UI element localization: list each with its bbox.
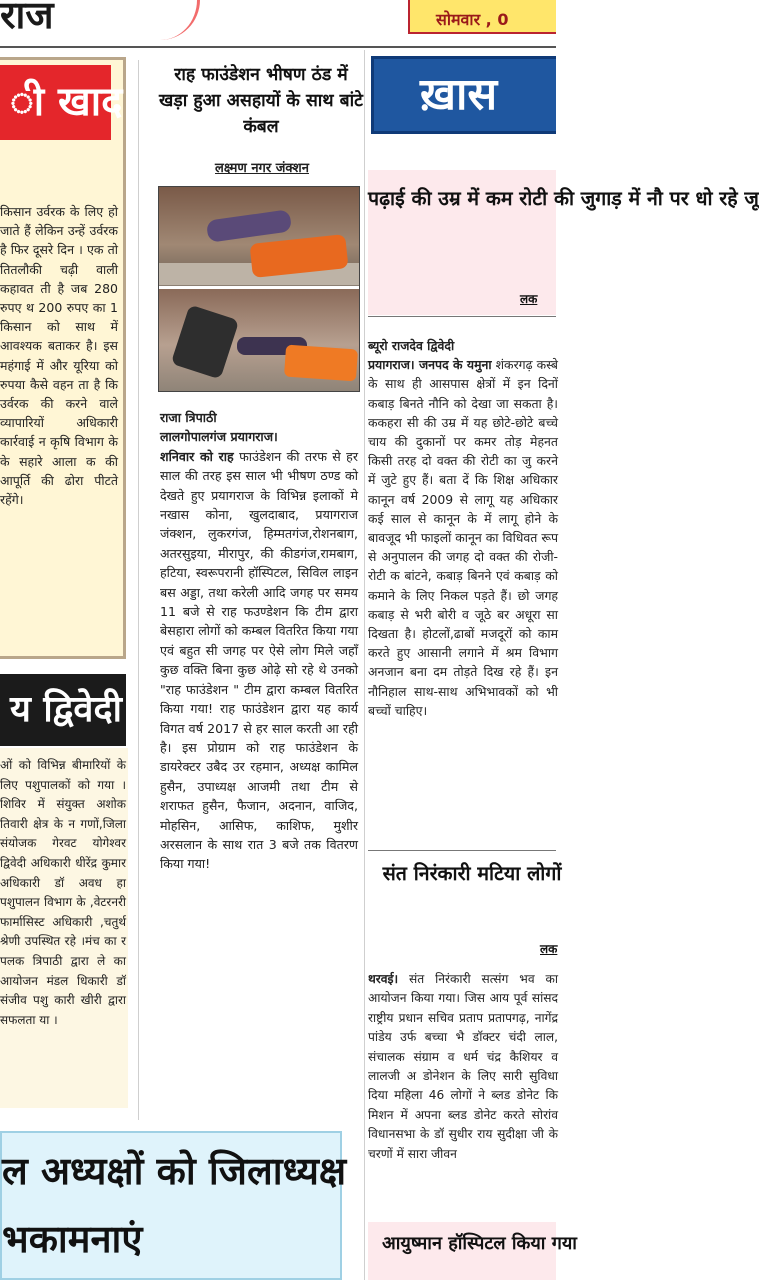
right-rule-1 (368, 316, 556, 317)
nirankari-article-body (368, 970, 558, 1220)
khad-headline-banner: ी खाद (0, 65, 111, 140)
blanket-article-body (160, 408, 358, 1178)
masthead: राज (0, 0, 54, 37)
child-labour-byline: लक (520, 292, 538, 306)
left-article-text-2: ओं को विभिन्न बीमारियों के लिए पशुपालकों को गया । शिविर में संयुक्त अशोक तिवारी क्षेत्र के न गणों,जिला संयोजक गेरवट योगेश्वर द्विवेदी अधिकारी धीरेंद्र कुमार अधिकारी डॉ अवध हा पशुपालन विभाग के ,वेटरनरी फार्मासिस्ट अधिकारी ,चतुर्थ श्रेणी उपस्थित रहे ।मंच का र पलक त्रिपाठी द्वारा ले का आयोजन मंडल धिकारी डॉ संजीव पशु कारी खीरी द्वारा सफलता या । (0, 758, 126, 1027)
child-labour-text: शंकरगढ़ कस्बे के साथ ही आसपास क्षेत्रों में इन दिनों कबाड़ बिनते नौनि को देखा जा सकता है। ककहरा सी की उम्र में यह छोटे-छोटे बच्चे चाय की दुकानों पर कमर तोड़ मेहनत किसी तरह दो वक्त की रोटी का जु करने में जुटे हुए हैं। बता दें कि शिक्ष अधिकार कानून वर्ष 2009 से लागू यह अधिकार कई साल से कानून के में लागू होने के बावजूद भी फाइलों कानून का विधिवत रूप से अनुपालन की जगह दो वक्त की रोजी-रोटी क बांटने, कबाड़ बिनने एवं कबाड़ को कमाने के लिए निकल पड़ते हैं। छो जगह कबाड़ से भरी बोरी व जूठे बर अधूरा सा दिखता है। होटलों,ढाबों मजदूरों को काम करते हुए आसानी लगाने में श्रम विभाग अनजान बना दम तोड़ते दिख रहे हैं। इन नौनिहाल साथ-साथ अभिभावकों को भी बच्चों चाहिए। (368, 357, 558, 718)
child-labour-article-body (368, 336, 558, 842)
greetings-banner-line-2: भकामनाएं (2, 1217, 143, 1261)
blanket-article-byline: लक्ष्मण नगर जंक्शन (215, 161, 309, 176)
date-box: सोमवार , 0 (408, 0, 556, 34)
column-separator-left (138, 60, 139, 1120)
nirankari-place: थरवई। (368, 972, 399, 986)
left-article-text: किसान उर्वरक के लिए हो जाते हैं लेकिन उन्हें उर्वरक है फिर दूसरे दिन । एक तो तितलौकी चढ़ी वाली कहावत ती है जब 280 रुपए थ 200 रुपए का 1 किसान को साथ में आवश्यक बताकर है। इस महंगाई में और यूरिया को रुपया कैसे वहन ता है कि उर्वरक की करने वाले व्यापारियों अधिकारी कार्रवाई न कृषि विभाग के के सहारे आला क की आपूर्ति की ढोरा पीटते रहेंगे। (0, 204, 118, 508)
header-rule (0, 46, 556, 48)
greetings-banner-line-1: ल अध्यक्षों को जिलाध्यक्ष (2, 1149, 347, 1193)
right-rule-2 (368, 850, 556, 851)
nirankari-byline: लक (540, 942, 558, 956)
blanket-article-headline: राह फाउंडेशन भीषण ठंड में खड़ा हुआ असहायों के साथ बांटे कंबल (159, 65, 363, 137)
dwivedi-headline-banner: य द्विवेदी (0, 674, 126, 746)
column-separator-right (364, 50, 365, 1280)
child-labour-bureau: ब्यूरो राजदेव द्विवेदी (368, 338, 455, 353)
blanket-article-author: राजा त्रिपाठी (160, 410, 217, 425)
blanket-article-lead: शनिवार को राह (160, 448, 234, 464)
photo-orange-blanket-2 (284, 345, 358, 382)
nirankari-headline: संत निरंकारी मटिया लोगों (382, 862, 562, 885)
blanket-article-place: लालगोपालगंज प्रयागराज। (160, 429, 278, 445)
blanket-distribution-photo (158, 186, 360, 392)
child-labour-headline: पढ़ाई की उम्र में कम रोटी की जुगाड़ में नौ पर धो रहे जू (368, 187, 759, 210)
child-labour-place: प्रयागराज। जनपद के यमुना (368, 357, 492, 373)
ayushman-headline: आयुष्मान हॉस्पिटल किया गया (382, 1233, 577, 1254)
blanket-article-text: फाउंडेशन की तरफ से हर साल की तरह इस साल भी भीषण ठण्ड को देखते हुए प्रयागराज के विभिन्न इलाकों मे नखास कोना, खुलदाबाद, प्रयागराज जंक्शन, लुकरगंज, हिम्मतगंज,रोशनबाग, अतरसुइया, मीरापुर, की कीडगंज,रामबाग, हटिया, स्वरूपरानी हॉस्पिटल, सिविल लाइन बस अड्डा, तथा करेली आदि जगह पर समय 11 बजे से राह फउण्डेशन कि टीम द्वारा बेसहारा लोगों को कम्बल वितरित किया गया एवं बहुत सी जगह पर ऐसे लोग मिले जहाँ कुछ वक्ति बिना कुछ ओढ़े सो रहे थे उनको "राह फाउंडेशन " टीम द्वारा कम्बल वितरित किया गया! राह फाउंडेशन द्वारा यह कार्य विगत वर्ष 2017 से हर साल करती आ रही है। इस प्रोग्राम को राह फाउंडेशन के डायरेक्टर उबैद उर रहमान, अध्यक्ष कामिल हुसैन, उपाध्यक्ष आजमी तथा टीम से शराफत हुसैन, फैजान, अदनान, वाजिद, मोहसिन, आसिफ, काशिफ, मुशीर अरसलान के साथ रात 3 बजे तक वितरण किया गया! (160, 448, 358, 872)
khas-section-banner: ख़ास (371, 56, 556, 134)
nirankari-text: संत निरंकारी सत्संग भव का आयोजन किया गया। जिस आय पूर्व सांसद राष्ट्रीय प्रधान सचिव प्रताप प्रतापगढ़, नागेंद्र पांडेय उर्फ बच्चा भै डॉक्टर चंदी लाल, संचालक संग्राम व धर्म चंद्र कैशियर व लालजी अ डोनेशन के लिए सारी सुविधा दिया महिला 46 लोगों ने ब्लड डोनेट कि मिशन में अपना ब्लड डोनेट करते सोरांव विधानसभा के डॉ सुधीर राय सुदीक्षा जी के चरणों में सारा जीवन (368, 972, 559, 1161)
